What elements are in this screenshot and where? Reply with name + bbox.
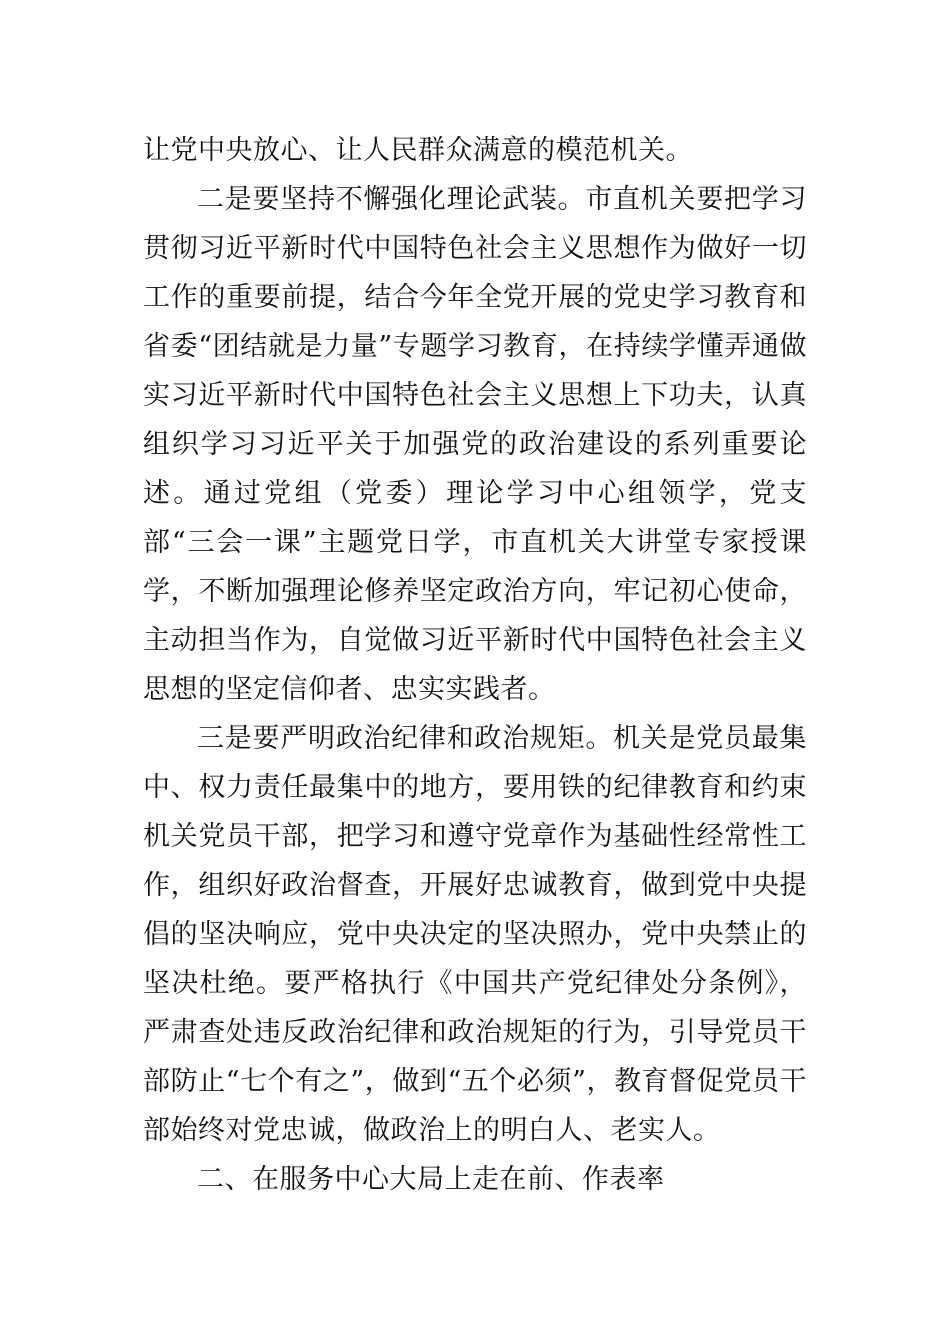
paragraph-political-discipline: 三是要严明政治纪律和政治规矩。机关是党员最集中、权力责任最集中的地方，要用铁的纪律教育和约束机关党员干部，把学习和遵守党章作为基础性经常性工作，组织好政治督查，开展好忠诚教育，做到党中央提倡的坚决响应，党中央决定的坚决照办，党中央禁止的坚决杜绝。要严格执行《中国共产党纪律处分条例》，严肃查处违反政治纪律和政治规矩的行为，引导党员干部防止“七个有之”，做到“五个必须”，教育督促党员干部始终对党忠诚，做政治上的明白人、老实人。 [143, 723, 807, 1146]
paragraph-continuation: 让党中央放心、让人民群众满意的模范机关。 [143, 135, 693, 166]
document-body [143, 126, 807, 1204]
section-heading: 二、在服务中心大局上走在前、作表率 [197, 1164, 665, 1195]
paragraph-theory-arming: 二是要坚持不懈强化理论武装。市直机关要把学习贯彻习近平新时代中国特色社会主义思想作为做好一切工作的重要前提，结合今年全党开展的党史学习教育和省委“团结就是力量”专题学习教育，在持续学懂弄通做实习近平新时代中国特色社会主义思想上下功夫，认真组织学习习近平关于加强党的政治建设的系列重要论述。通过党组（党委）理论学习中心组领学，党支部“三会一课”主题党日学，市直机关大讲堂专家授课学，不断加强理论修养坚定政治方向，牢记初心使命，主动担当作为，自觉做习近平新时代中国特色社会主义思想的坚定信仰者、忠实实践者。 [143, 184, 807, 705]
